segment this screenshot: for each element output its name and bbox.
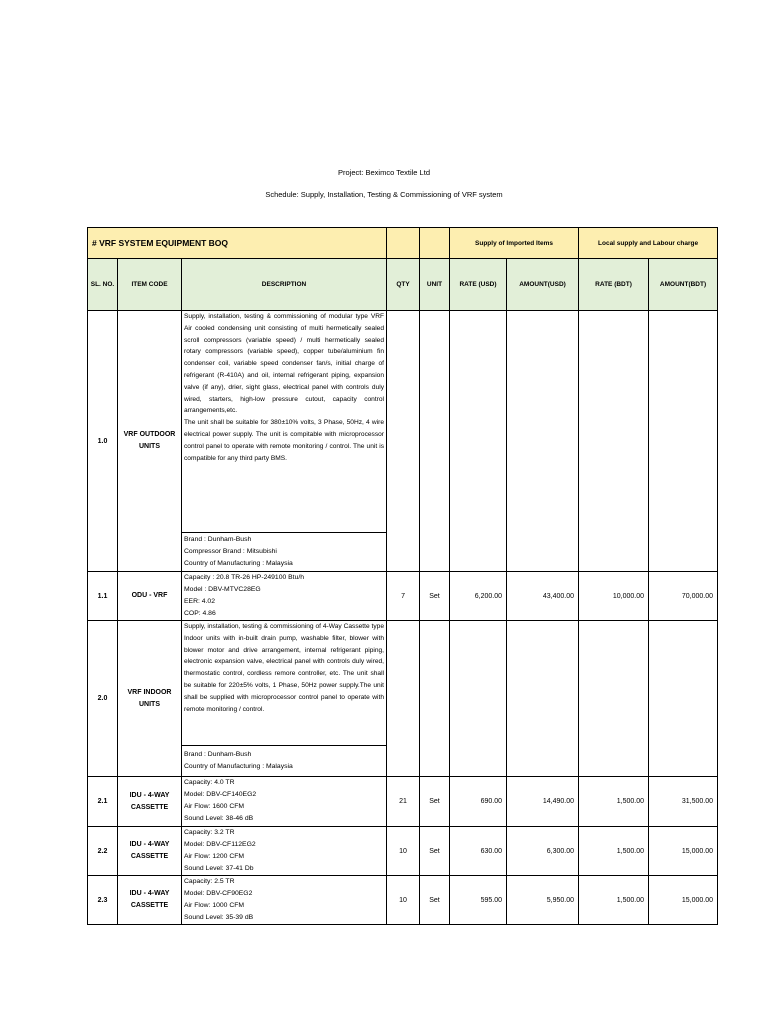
row-amount-bdt: 70,000.00 — [649, 572, 718, 621]
row-unit: Set — [420, 777, 450, 827]
row-spec: Capacity: 4.0 TR Model: DBV-CF140EG2 Air Flow: 1600 CFM Sound Level: 38-46 dB — [182, 777, 387, 827]
col-header-code: ITEM CODE — [118, 259, 182, 311]
col-header-qty: QTY — [387, 259, 420, 311]
col-header-amount-usd: AMOUNT(USD) — [507, 259, 579, 311]
col-header-unit: UNIT — [420, 259, 450, 311]
row-description: Supply, installation, testing & commissioning of modular type VRF Air cooled condensing unit consisting of multi hermetically sealed scroll compressors (variable speed) / multi hermetically sealed rotary compressors (variable speed), copper tube/aluminium fin condenser coil, variable speed condenser fan/s, initial charge of refrigerant (R-410A) and oil, internal refrigerant piping, expansion valve (if any), drier, sight glass, electrical panel with controls duly wired, starters, high-low pressure cutout, capacity control arrangements,etc. The unit shall be suitable for 380±10% volts, 3 Phase, 50Hz, 4 wire electrical power supply. The unit is compitable with microprocessor control panel to operate with remote monitoring / control. The unit is compatible for any third party BMS. — [182, 311, 387, 533]
project-title: Project: Beximco Textile Ltd — [338, 168, 430, 177]
table-row — [88, 621, 718, 746]
row-unit: Set — [420, 827, 450, 876]
row-amount-usd: 43,400.00 — [507, 572, 579, 621]
group-local-header: Local supply and Labour charge — [579, 228, 718, 259]
boq-table — [87, 227, 718, 925]
row-sl: 2.0 — [88, 621, 118, 777]
row-qty: 10 — [387, 827, 420, 876]
row-sl: 2.3 — [88, 876, 118, 925]
col-header-amount-bdt: AMOUNT(BDT) — [649, 259, 718, 311]
table-row — [88, 572, 718, 621]
row-item-code: VRF INDOOR UNITS — [118, 621, 182, 777]
row-spec: Capacity: 3.2 TR Model: DBV-CF112EG2 Air Flow: 1200 CFM Sound Level: 37-41 Db — [182, 827, 387, 876]
row-rate-usd: 630.00 — [450, 827, 507, 876]
row-rate-usd: 690.00 — [450, 777, 507, 827]
col-header-rate-bdt: RATE (BDT) — [579, 259, 649, 311]
table-title: # VRF SYSTEM EQUIPMENT BOQ — [88, 228, 387, 259]
row-qty: 7 — [387, 572, 420, 621]
row-rate-bdt: 1,500.00 — [579, 827, 649, 876]
row-sl: 1.1 — [88, 572, 118, 621]
row-sl: 2.2 — [88, 827, 118, 876]
row-rate-usd: 6,200.00 — [450, 572, 507, 621]
row-sl: 1.0 — [88, 311, 118, 572]
row-qty: 21 — [387, 777, 420, 827]
row-unit: Set — [420, 572, 450, 621]
row-amount-usd: 14,490.00 — [507, 777, 579, 827]
row-amount-bdt: 15,000.00 — [649, 876, 718, 925]
row-amount-bdt: 31,500.00 — [649, 777, 718, 827]
table-row — [88, 777, 718, 827]
row-sl: 2.1 — [88, 777, 118, 827]
col-header-rate-usd: RATE (USD) — [450, 259, 507, 311]
row-brand: Brand : Dunham-Bush Country of Manufacturing : Malaysia — [182, 746, 387, 777]
row-rate-bdt: 1,500.00 — [579, 876, 649, 925]
row-amount-usd: 6,300.00 — [507, 827, 579, 876]
row-rate-usd: 595.00 — [450, 876, 507, 925]
schedule-title: Schedule: Supply, Installation, Testing & Commissioning of VRF system — [265, 190, 503, 199]
row-rate-bdt: 10,000.00 — [579, 572, 649, 621]
row-item-code: IDU - 4-WAY CASSETTE — [118, 777, 182, 827]
row-qty: 10 — [387, 876, 420, 925]
row-unit: Set — [420, 876, 450, 925]
col-header-sl: SL. NO. — [88, 259, 118, 311]
row-item-code: IDU - 4-WAY CASSETTE — [118, 827, 182, 876]
group-imported-header: Supply of Imported Items — [450, 228, 579, 259]
table-row — [88, 827, 718, 876]
row-rate-bdt: 1,500.00 — [579, 777, 649, 827]
row-brand: Brand : Dunham-Bush Compressor Brand : Mitsubishi Country of Manufacturing : Malaysia — [182, 533, 387, 572]
table-row — [88, 311, 718, 533]
row-item-code: VRF OUTDOOR UNITS — [118, 311, 182, 572]
table-row — [88, 876, 718, 925]
row-description: Supply, installation, testing & commissioning of 4-Way Cassette type Indoor units with in-built drain pump, washable filter, blower with blower motor and drive arrangement, internal refrigerant piping, electronic expansion valve, electrical panel with controls duly wired, thermostatic control, cordless remore controller, etc. The unit shall be suitable for 220±5% volts, 1 Phase, 50Hz power supply.The unit shall be supplied with microprocessor control panel to operate with remote monitoring / control. — [182, 621, 387, 746]
row-spec: Capacity: 2.5 TR Model: DBV-CF90EG2 Air Flow: 1000 CFM Sound Level: 35-39 dB — [182, 876, 387, 925]
row-amount-bdt: 15,000.00 — [649, 827, 718, 876]
row-amount-usd: 5,950.00 — [507, 876, 579, 925]
row-item-code: ODU - VRF — [118, 572, 182, 621]
row-spec: Capacity : 20.8 TR-26 HP-249100 Btu/h Model : DBV-MTVC28EG EER: 4.02 COP: 4.86 — [182, 572, 387, 621]
row-item-code: IDU - 4-WAY CASSETTE — [118, 876, 182, 925]
col-header-desc: DESCRIPTION — [182, 259, 387, 311]
